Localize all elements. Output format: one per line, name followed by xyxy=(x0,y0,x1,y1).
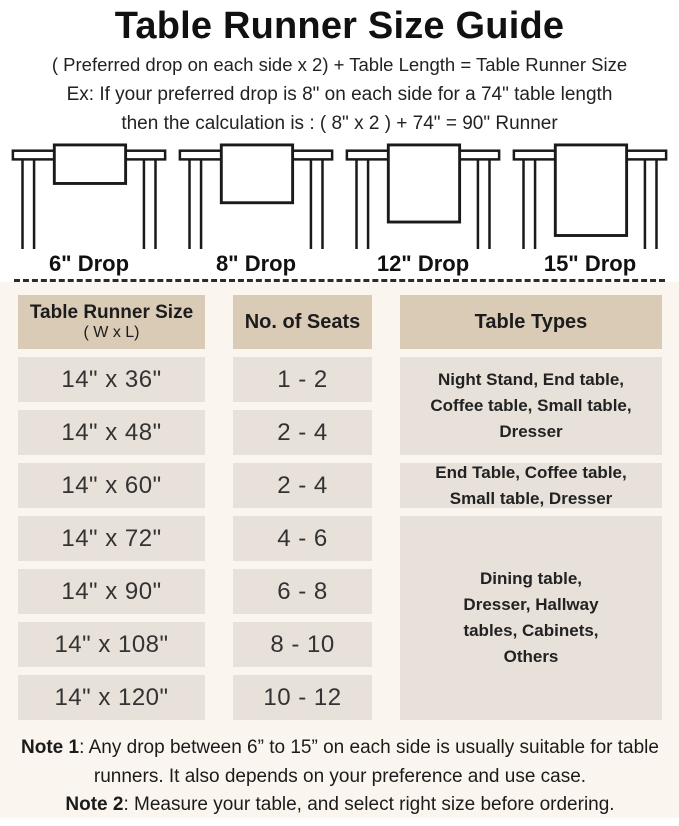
page-title: Table Runner Size Guide xyxy=(114,5,565,47)
size-cell-row7: 14" x 120" xyxy=(18,675,205,720)
size-cell-row4: 14" x 72" xyxy=(18,516,205,561)
example-line-1: Ex: If your preferred drop is 8" on each side for a 74" table length xyxy=(66,84,613,105)
note-2-label: Note 2 xyxy=(65,794,124,815)
column-header-types: Table Types xyxy=(400,295,662,349)
seats-cell-row6: 8 - 10 xyxy=(233,622,372,667)
table-types-group-2: End Table, Coffee table, Small table, Dresser xyxy=(400,463,662,508)
table-runner-6-drop-icon xyxy=(9,143,169,249)
table-types-group-3: Dining table, Dresser, Hallway tables, Cabinets, Others xyxy=(400,516,662,720)
note-1 xyxy=(18,734,662,791)
note-2 xyxy=(18,791,662,820)
seats-cell-row3: 2 - 4 xyxy=(233,463,372,508)
table-runner-15-drop-icon xyxy=(510,143,670,249)
runner-shape xyxy=(555,145,626,236)
drop-label: 15" Drop xyxy=(543,251,637,276)
size-cell-row3: 14" x 60" xyxy=(18,463,205,508)
column-header-size-sub: ( W x L) xyxy=(83,324,140,341)
size-cell-row6: 14" x 108" xyxy=(18,622,205,667)
seats-cell-row7: 10 - 12 xyxy=(233,675,372,720)
size-cell-row2: 14" x 48" xyxy=(18,410,205,455)
drop-label: 8" Drop xyxy=(215,251,297,276)
table-runner-12-drop-icon xyxy=(343,143,503,249)
runner-shape xyxy=(54,145,125,184)
illustration-8-drop xyxy=(173,143,339,278)
table-runner-8-drop-icon xyxy=(176,143,336,249)
lower-section xyxy=(0,282,679,818)
notes-block xyxy=(18,734,662,820)
seats-cell-row4: 4 - 6 xyxy=(233,516,372,561)
drop-label: 12" Drop xyxy=(376,251,470,276)
illustration-15-drop xyxy=(507,143,673,278)
illustration-12-drop xyxy=(340,143,506,278)
column-header-size xyxy=(18,295,205,349)
column-header-size-title: Table Runner Size xyxy=(29,302,194,323)
size-cell-row1: 14" x 36" xyxy=(18,357,205,402)
runner-shape xyxy=(388,145,459,222)
formula-text: ( Preferred drop on each side x 2) + Table Length = Table Runner Size xyxy=(51,54,628,75)
size-cell-row5: 14" x 90" xyxy=(18,569,205,614)
seats-cell-row2: 2 - 4 xyxy=(233,410,372,455)
table-types-group-1: Night Stand, End table, Coffee table, Small table, Dresser xyxy=(400,357,662,455)
seats-cell-row1: 1 - 2 xyxy=(233,357,372,402)
drop-label: 6" Drop xyxy=(48,251,130,276)
header-block xyxy=(0,0,679,138)
size-table xyxy=(18,295,662,720)
seats-cell-row5: 6 - 8 xyxy=(233,569,372,614)
example-line-2: then the calculation is : ( 8" x 2 ) + 74" = 90" Runner xyxy=(121,113,558,134)
drop-illustrations xyxy=(0,141,679,278)
note-1-label: Note 1 xyxy=(21,737,80,758)
runner-shape xyxy=(221,145,292,203)
column-header-seats: No. of Seats xyxy=(233,295,372,349)
note-2-text: : Measure your table, and select right size before ordering. xyxy=(123,794,615,815)
note-1-text: : Any drop between 6” to 15” on each side is usually suitable for table runners. It also depends on your preference and use case. xyxy=(79,737,659,787)
illustration-6-drop xyxy=(6,143,172,278)
